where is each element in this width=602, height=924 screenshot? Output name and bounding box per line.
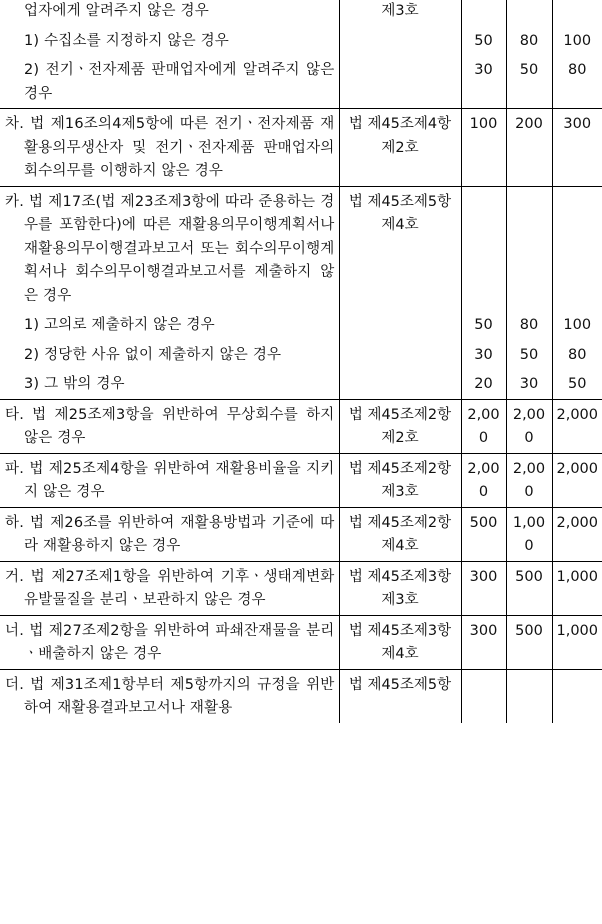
table-row [0,55,602,109]
table-row [0,340,602,370]
fine-third: 50 [552,369,602,399]
legal-basis: 법 제45조제5항 제4호 [339,186,461,310]
table-row [0,186,602,310]
legal-basis: 법 제45조제2항 제3호 [339,453,461,507]
legal-basis [339,369,461,399]
fine-first: 300 [461,561,506,615]
fine-second: 2,000 [506,453,552,507]
fine-first: 300 [461,615,506,669]
fine-third: 2,000 [552,453,602,507]
violation-description: 하. 법 제26조를 위반하여 재활용방법과 기준에 따라 재활용하지 않은 경우 [0,507,339,561]
fine-third: 100 [552,310,602,340]
fine-third [552,186,602,310]
table-row [0,399,602,453]
fine-second: 500 [506,615,552,669]
fine-third: 1,000 [552,615,602,669]
fine-first [461,669,506,723]
table-row [0,615,602,669]
table-row [0,0,602,26]
table-row [0,561,602,615]
fine-second: 2,000 [506,399,552,453]
legal-basis: 법 제45조제4항 제2호 [339,109,461,187]
fine-first: 20 [461,369,506,399]
fine-third: 100 [552,26,602,56]
violation-description: 너. 법 제27조제2항을 위반하여 파쇄잔재물을 분리ㆍ배출하지 않은 경우 [0,615,339,669]
fine-first: 30 [461,340,506,370]
fine-second: 1,000 [506,507,552,561]
fine-second: 50 [506,55,552,109]
fine-second: 30 [506,369,552,399]
violation-description: 3) 그 밖의 경우 [0,369,339,399]
legal-basis [339,340,461,370]
legal-basis: 법 제45조제2항 제4호 [339,507,461,561]
legal-basis: 법 제45조제5항 [339,669,461,723]
fine-third: 80 [552,55,602,109]
fine-second: 500 [506,561,552,615]
legal-basis: 법 제45조제2항 제2호 [339,399,461,453]
violation-description: 파. 법 제25조제4항을 위반하여 재활용비율을 지키지 않은 경우 [0,453,339,507]
fine-second [506,186,552,310]
violation-description: 더. 법 제31조제1항부터 제5항까지의 규정을 위반하여 재활용결과보고서나 재활용 [0,669,339,723]
fine-third: 300 [552,109,602,187]
fine-third [552,0,602,26]
table-row [0,310,602,340]
violation-description: 2) 정당한 사유 없이 제출하지 않은 경우 [0,340,339,370]
table-row [0,109,602,187]
fine-first: 2,000 [461,399,506,453]
violation-description: 차. 법 제16조의4제5항에 따른 전기ㆍ전자제품 재활용의무생산자 및 전기ㆍ전자제품 판매업자의 회수의무를 이행하지 않은 경우 [0,109,339,187]
fine-first: 30 [461,55,506,109]
legal-basis: 제3호 [339,0,461,26]
fine-first: 2,000 [461,453,506,507]
table-row [0,669,602,723]
fine-third: 80 [552,340,602,370]
fine-first: 50 [461,310,506,340]
fine-third: 2,000 [552,507,602,561]
fine-second [506,0,552,26]
fine-third: 1,000 [552,561,602,615]
fine-first: 500 [461,507,506,561]
violation-description: 카. 법 제17조(법 제23조제3항에 따라 준용하는 경우를 포함한다)에 따른 재활용의무이행계획서나 재활용의무이행결과보고서 또는 회수의무이행계획서나 회수의무이행결과보고서를 제출하지 않은 경우 [0,186,339,310]
legal-basis: 법 제45조제3항 제3호 [339,561,461,615]
violation-description: 1) 수집소를 지정하지 않은 경우 [0,26,339,56]
violation-description: 거. 법 제27조제1항을 위반하여 기후ㆍ생태계변화 유발물질을 분리ㆍ보관하지 않은 경우 [0,561,339,615]
fine-first [461,0,506,26]
fine-first: 50 [461,26,506,56]
violation-description: 1) 고의로 제출하지 않은 경우 [0,310,339,340]
legal-basis [339,310,461,340]
table-row [0,26,602,56]
violation-description: 업자에게 알려주지 않은 경우 [0,0,339,26]
legal-basis: 법 제45조제3항 제4호 [339,615,461,669]
fine-first [461,186,506,310]
violation-description: 2) 전기ㆍ전자제품 판매업자에게 알려주지 않은 경우 [0,55,339,109]
fine-second: 50 [506,340,552,370]
fine-second: 200 [506,109,552,187]
table-row [0,369,602,399]
fine-third: 2,000 [552,399,602,453]
table-row [0,507,602,561]
fine-third [552,669,602,723]
fine-second: 80 [506,26,552,56]
legal-basis [339,55,461,109]
table-row [0,453,602,507]
violation-description: 타. 법 제25조제3항을 위반하여 무상회수를 하지 않은 경우 [0,399,339,453]
fine-second [506,669,552,723]
fine-second: 80 [506,310,552,340]
legal-basis [339,26,461,56]
fine-first: 100 [461,109,506,187]
